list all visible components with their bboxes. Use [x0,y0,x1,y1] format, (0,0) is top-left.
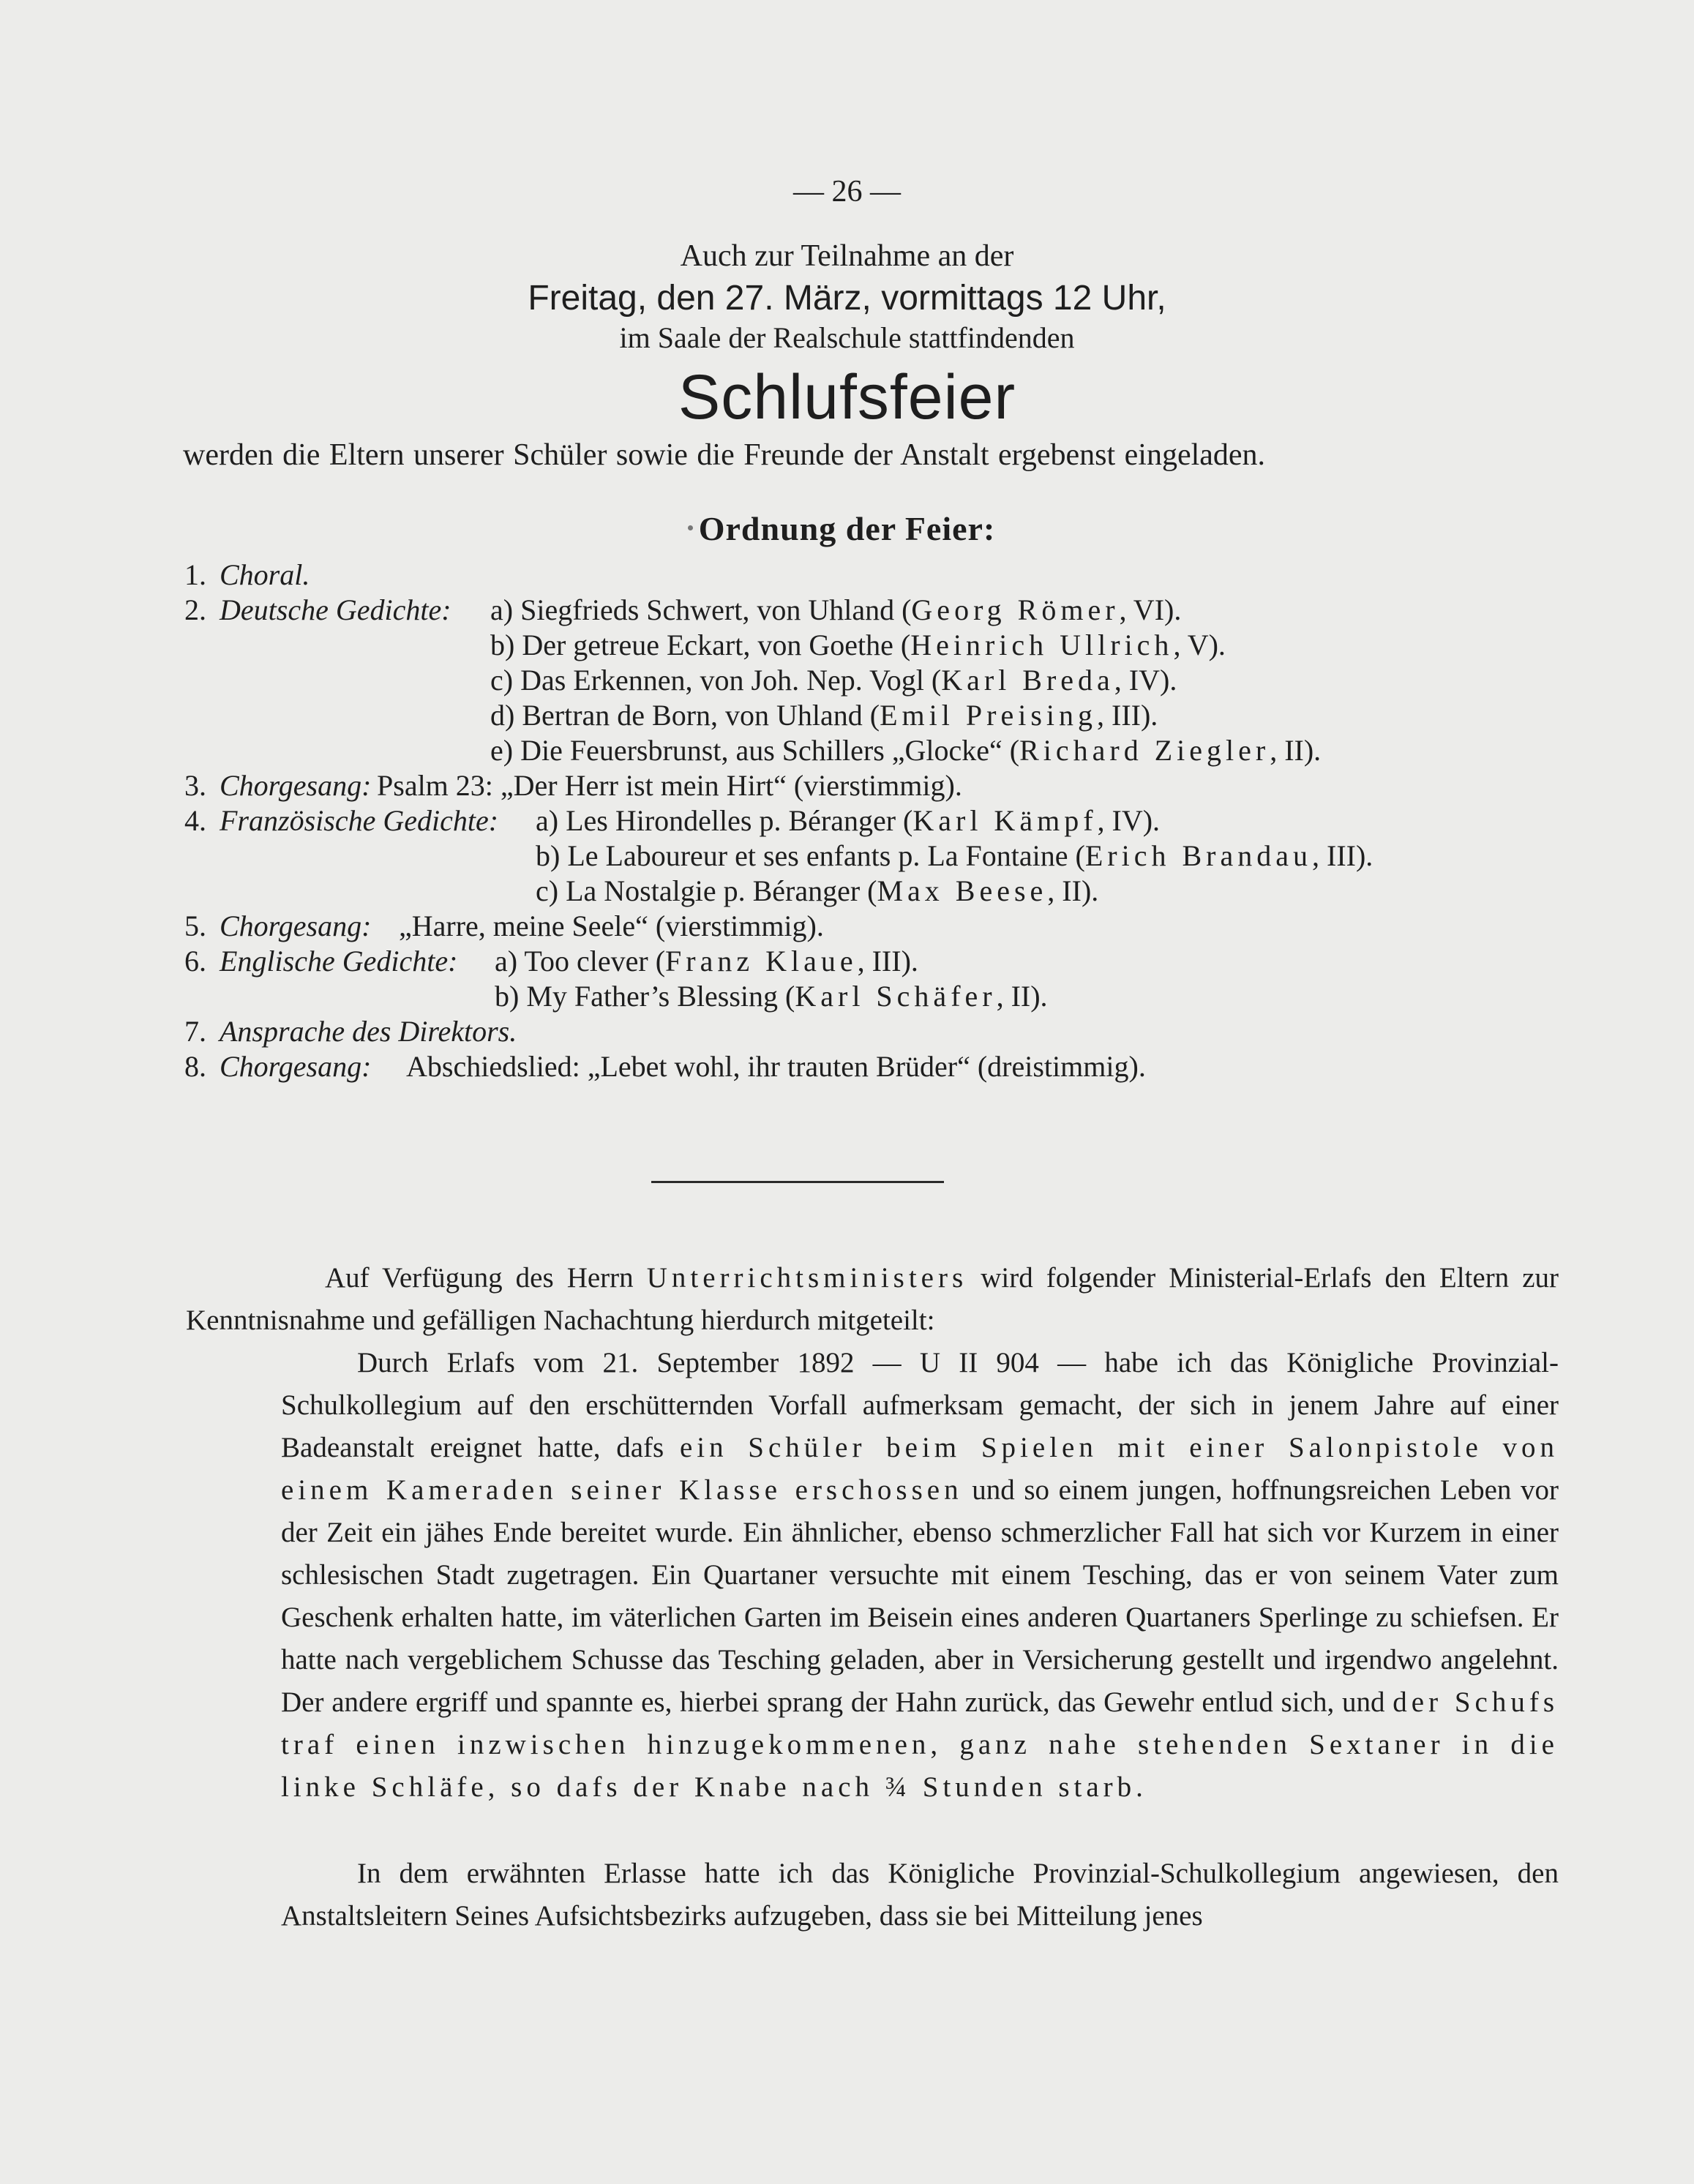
program-subitem-key: a) [495,945,518,977]
program-subitem-text: Die Feuersbrunst, aus Schillers „Glocke“ ( [520,734,1020,767]
notice-p1-ministry: Unterrichtsministers [646,1262,968,1294]
program-item-label: Chorgesang: [220,769,372,802]
program-subitem-performer: Karl Kämpf [912,804,1098,837]
program-subitem-performer: Heinrich Ullrich [910,628,1174,661]
program-subitem-class: , IV). [1114,664,1177,697]
program-item-number: 1. [184,558,206,591]
program-subitem-class: , VI). [1119,593,1182,626]
program-subitem [490,628,1226,662]
program-subitem-key: b) [490,628,515,661]
program-subitem-class: , III). [1097,699,1158,732]
program-subitem-text: Les Hirondelles p. Béranger ( [566,804,913,837]
program-subitem [536,803,1160,838]
print-speck [688,525,693,530]
program-subitem-performer: Emil Preising [880,699,1097,732]
program-item-label: Deutsche Gedichte: [220,593,451,626]
program-subitem-text: La Nostalgie p. Béranger ( [566,874,877,907]
notice-p1-end: wird folgender Ministerial-Erlafs den Eltern zur Kenntnisnahme und gefälligen Nachachtung hierdurch mitgeteilt: [186,1262,1559,1336]
program-subitem-class: , II). [1047,874,1099,907]
program-subitem [495,944,918,978]
program-subitem-key: c) [490,664,514,697]
notice-p3: In dem erwähnten Erlasse hatte ich das Königliche Provinzial-Schulkollegium angewiesen, den Anstaltsleitern Seines Aufsichtsbezirks aufzugeben, dass sie bei Mitteilung jenes [281,1858,1559,1932]
program-item-label: Englische Gedichte: [220,945,458,977]
intro-date-line: Freitag, den 27. März, vormittags 12 Uhr, [528,279,1166,318]
notice-p1-start: Auf Verfügung des Herrn [325,1262,634,1294]
program-subitem [490,593,1181,627]
program-subitem [490,698,1158,732]
intro-line-1: Auch zur Teilnahme an der [680,239,1014,273]
program-subitem-text: Der getreue Eckart, von Goethe ( [522,628,911,661]
program-item-detail: Abschiedslied: „Lebet wohl, ihr trauten Brüder“ (dreistimmig). [406,1050,1146,1083]
program-subitem-performer: Richard Ziegler [1019,734,1270,767]
section-divider [651,1181,944,1183]
invitation-line: werden die Eltern unserer Schüler sowie die Freunde der Anstalt ergebenst eingeladen. [183,438,1266,472]
program-item-label: Choral. [220,558,310,591]
program-item-number: 3. [184,769,206,802]
program-subitem-text: Bertran de Born, von Uhland ( [522,699,880,732]
program-item-detail: „Harre, meine Seele“ (vierstimmig). [399,909,824,942]
program-item-number: 8. [184,1050,206,1083]
notice-p2-part-d: der Schufs traf einen inzwischen hinzugekommenen, ganz nahe stehenden Sextaner in die linke Schläfe, so dafs der Knabe nach ¾ Stunden starb. [281,1686,1559,1803]
program-subitem-key: a) [536,804,559,837]
intro-line-3: im Saale der Realschule stattfindenden [619,321,1075,354]
program-title: Ordnung der Feier: [698,510,996,547]
program-subitem-performer: Franz Klaue [665,945,858,977]
program-subitem-class: , II). [1270,734,1322,767]
headline: Schlufsfeier [678,362,1016,432]
program-subitem-class: , III). [1312,839,1373,872]
program-subitem [536,874,1098,908]
program-item-number: 2. [184,593,206,626]
program-item-number: 6. [184,945,206,977]
program-subitem-text: Das Erkennen, von Joh. Nep. Vogl ( [520,664,942,697]
program-subitem [495,979,1048,1013]
program-subitem-performer: Max Beese [877,874,1048,907]
program-subitem-text: Le Laboureur et ses enfants p. La Fontaine ( [567,839,1085,872]
program-subitem-class: , IV). [1097,804,1161,837]
program-item-number: 4. [184,804,206,837]
program-item-label: Chorgesang: [220,909,372,942]
program-subitem-performer: Karl Schäfer [795,980,997,1013]
program-item-number: 5. [184,909,206,942]
program-subitem-performer: Erich Brandau [1084,839,1312,872]
program-subitem [536,838,1373,873]
program-subitem-key: a) [490,593,514,626]
notice-paragraph-2 [281,1342,1559,1809]
program-subitem-key: e) [490,734,514,767]
program-subitem-key: d) [490,699,515,732]
notice-paragraph-1 [186,1257,1559,1342]
program-subitem-class: , II). [996,980,1048,1013]
program-subitem [490,733,1321,768]
program-subitem-text: My Father’s Blessing ( [526,980,795,1013]
page-number: — 26 — [793,175,901,209]
program-subitem-text: Siegfrieds Schwert, von Uhland ( [520,593,912,626]
program-item-number: 7. [184,1015,206,1048]
program-subitem-class: , V). [1173,628,1226,661]
program-subitem-text: Too clever ( [524,945,666,977]
program-subitem-key: b) [536,839,561,872]
program-item-label: Chorgesang: [220,1050,372,1083]
program-subitem-key: c) [536,874,559,907]
program-subitem-performer: Georg Römer [911,593,1120,626]
program-subitem-key: b) [495,980,520,1013]
notice-p2-part-b: ein Schüler beim Spielen mit einer Salonpistole von einem Kameraden seiner Klasse erschossen [281,1432,1559,1506]
program-subitem-performer: Karl Breda [941,664,1114,697]
program-subitem [490,663,1177,697]
program-item-label: Ansprache des Direktors. [220,1015,517,1048]
program-item-label: Französische Gedichte: [220,804,499,837]
program-item-detail: Psalm 23: „Der Herr ist mein Hirt“ (vierstimmig). [377,769,962,802]
notice-p2-part-a: Durch Erlafs vom 21. September 1892 — U II 904 — habe ich das Königliche Provinzial-Schulkollegium auf den erschütternden Vorfall aufmerksam gemacht, der sich in jenem Jahre auf einer Badeanstalt ereignet hatte, dafs [281,1347,1559,1463]
notice-paragraph-3 [281,1853,1559,1937]
notice-p2-part-c: und so einem jungen, hoffnungsreichen Leben vor der Zeit ein jähes Ende bereitet wurde. Ein ähnlicher, ebenso schmerzlicher Fall hat sich vor Kurzem in einer schlesischen Stadt zugetragen. Ein Quartaner versuchte mit einem Tesching, das er von seinem Vater zum Geschenk erhalten hatte, im väterlichen Garten im Beisein eines anderen Quartaners Sperlinge zu schiefsen. Er hatte nach vergeblichem Schusse das Tesching geladen, aber in Versicherung gestellt und irgendwo angelehnt. Der andere ergriff und spannte es, hierbei sprang der Hahn zurück, das Gewehr entlud sich, und [281,1474,1559,1718]
program-subitem-class: , III). [857,945,918,977]
